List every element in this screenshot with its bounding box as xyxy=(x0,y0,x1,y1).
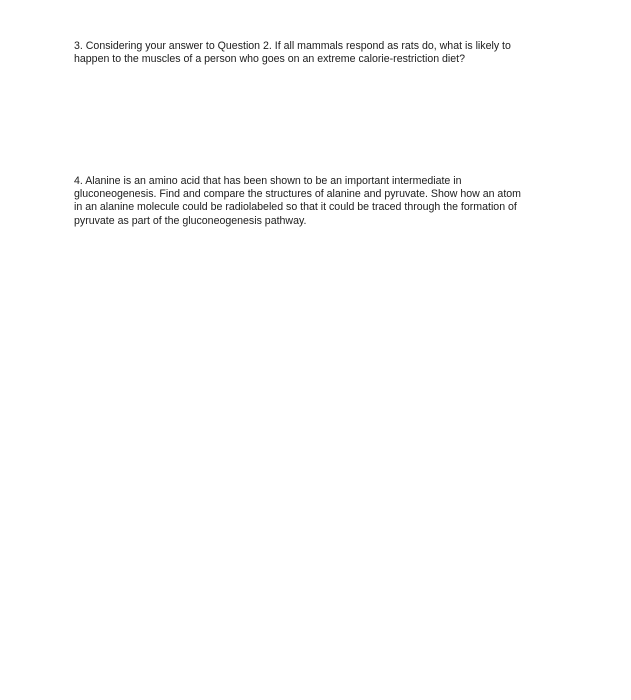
question-4-line: gluconeogenesis. Find and compare the structures of alanine and pyruvate. Show how an atom xyxy=(74,188,521,201)
question-3-line: happen to the muscles of a person who goes on an extreme calorie-restriction diet? xyxy=(74,53,466,66)
question-4-line: 4. Alanine is an amino acid that has been shown to be an important intermediate in xyxy=(74,175,462,187)
question-4-line: in an alanine molecule could be radiolabeled so that it could be traced through the formation of xyxy=(74,201,517,214)
question-4-line: pyruvate as part of the gluconeogenesis pathway. xyxy=(74,214,307,227)
question-4 xyxy=(74,175,564,228)
question-3-line: 3. Considering your answer to Question 2. If all mammals respond as rats do, what is likely to xyxy=(74,40,511,52)
question-3 xyxy=(74,40,564,66)
